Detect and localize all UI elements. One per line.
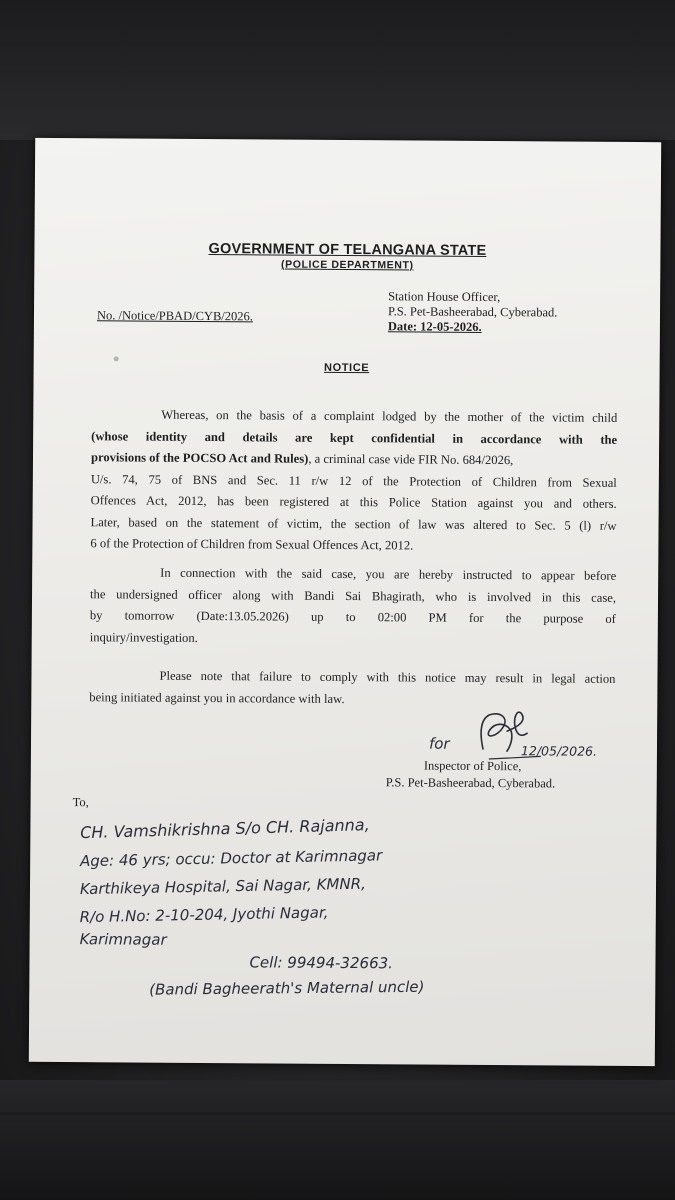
reference-number: No. /Notice/PBAD/CYB/2026.	[96, 308, 253, 324]
desk-background-top	[0, 0, 675, 140]
signature-date: 12/05/2026.	[520, 743, 598, 759]
paragraph-line: U/s. 74, 75 of BNS and Sec. 11 r/w 12 of the Protection of Children from Sexual	[90, 471, 617, 490]
paragraph-line: In connection with the said case, you are hereby instructed to appear before	[160, 565, 617, 583]
for-annotation: for	[428, 734, 450, 753]
government-heading: GOVERNMENT OF TELANGANA STATE	[208, 241, 487, 259]
to-label: To,	[72, 795, 89, 810]
address-relation: (Bandi Bagheerath's Maternal uncle)	[149, 977, 425, 999]
address-line: Age: 46 yrs; occu: Doctor at Karimnagar	[79, 846, 383, 871]
paragraph-line: the undersigned officer along with Bandi Sai Bhagirath, who is involved in this case,	[90, 586, 617, 605]
handwritten-address	[61, 806, 562, 1019]
paragraph-complaint	[90, 404, 617, 558]
desk-background-bottom	[0, 1080, 675, 1200]
address-line: CH. Vamshikrishna S/o CH. Rajanna,	[79, 815, 370, 843]
sender-line-1: Station House Officer,	[388, 289, 501, 305]
desk-edge	[0, 1112, 675, 1115]
paragraph-instruction	[90, 562, 617, 652]
paragraph-line: Whereas, on the basis of a complaint lodged by the mother of the victim child	[161, 407, 618, 425]
address-line: Karimnagar	[79, 930, 167, 949]
paragraph-line: being initiated against you in accordance with law.	[89, 689, 345, 706]
sender-line-2: P.S. Pet-Basheerabad, Cyberabad.	[387, 304, 558, 320]
paragraph-line: Later, based on the statement of victim, the section of law was altered to Sec. 5 (l) r/w	[90, 514, 617, 533]
paragraph-line	[91, 447, 617, 472]
signatory-designation: Inspector of Police,	[423, 758, 522, 774]
address-line: Karthikeya Hospital, Sai Nagar, KMNR,	[79, 874, 366, 899]
notice-paper	[29, 138, 661, 1066]
paragraph-line-bold: (whose identity and details are kept confidential in accordance with the	[91, 428, 618, 447]
sender-block	[388, 289, 558, 335]
signatory-station: P.S. Pet-Basheerabad, Cyberabad.	[385, 775, 556, 791]
paragraph-line: 6 of the Protection of Children from Sexual Offences Act, 2012.	[90, 536, 414, 553]
paragraph-text: , a criminal case vide FIR No. 684/2026,	[308, 451, 514, 468]
paragraph-bold-text: provisions of the POCSO Act and Rules)	[90, 450, 309, 466]
department-subheading: (POLICE DEPARTMENT)	[281, 258, 414, 272]
address-phone: Cell: 99494-32663.	[249, 953, 394, 973]
paragraph-line: Please note that failure to comply with this notice may result in legal action	[159, 668, 616, 686]
notice-date: Date: 12-05-2026.	[387, 319, 482, 334]
paragraph-line: Offences Act, 2012, has been registered at this Police Station against you and others.	[90, 493, 617, 511]
paragraph-line: by tomorrow (Date:13.05.2026) up to 02:00 PM for the purpose of	[89, 608, 616, 626]
paragraph-line: inquiry/investigation.	[89, 629, 198, 645]
address-line: R/o H.No: 2-10-204, Jyothi Nagar,	[79, 903, 329, 927]
notice-title: NOTICE	[324, 361, 370, 375]
